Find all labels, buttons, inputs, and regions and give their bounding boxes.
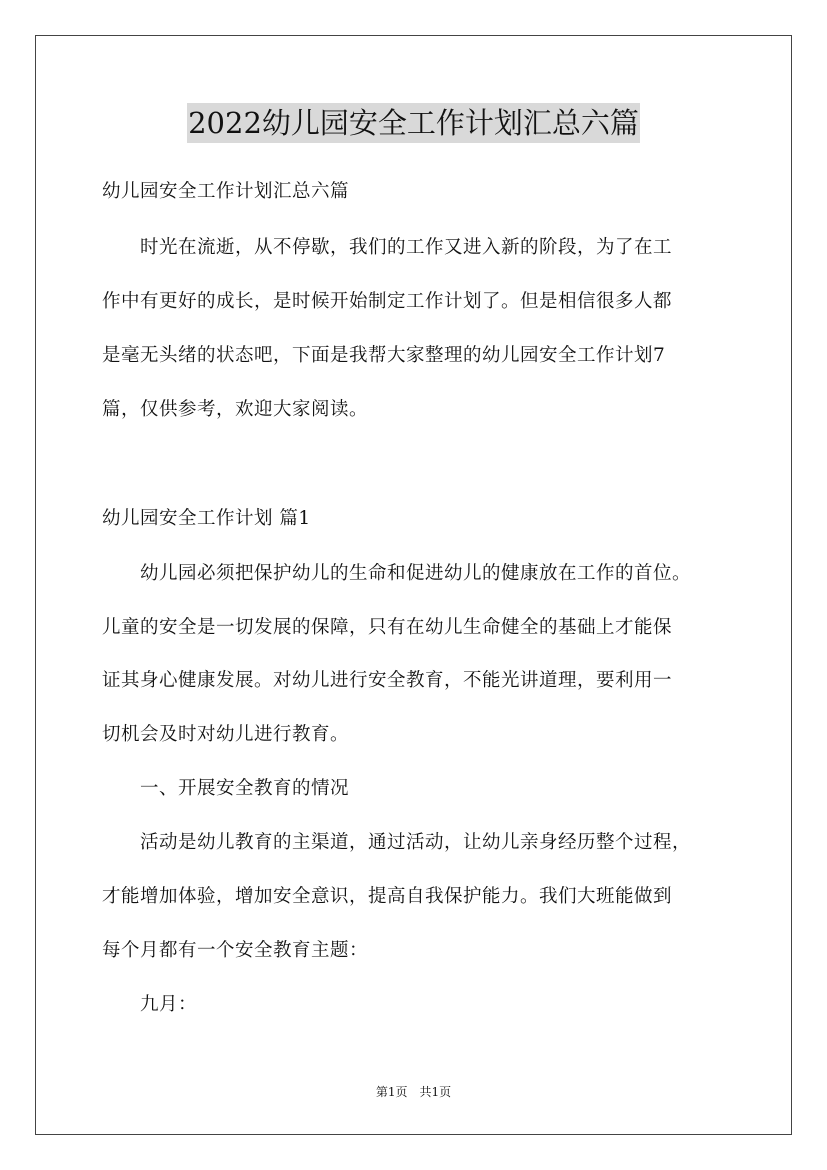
paragraph-line: 时光在流逝，从不停歇，我们的工作又进入新的阶段，为了在工	[102, 237, 673, 258]
paragraph-line: 切机会及时对幼儿进行教育。	[102, 724, 350, 745]
paragraph-line: 证其身心健康发展。对幼儿进行安全教育，不能光讲道理，要利用一	[102, 670, 673, 691]
paragraph-line: 儿童的安全是一切发展的保障，只有在幼儿生命健全的基础上才能保	[102, 617, 673, 638]
paragraph-line: 才能增加体验，增加安全意识，提高自我保护能力。我们大班能做到	[102, 886, 673, 907]
paragraph-line: 每个月都有一个安全教育主题：	[102, 940, 369, 961]
paragraph-line: 作中有更好的成长，是时候开始制定工作计划了。但是相信很多人都	[102, 291, 673, 312]
paragraph-line: 篇，仅供参考，欢迎大家阅读。	[102, 399, 369, 420]
paragraph-line: 活动是幼儿教育的主渠道，通过活动，让幼儿亲身经历整个过程，	[102, 832, 692, 853]
subsection-heading: 一、开展安全教育的情况	[102, 778, 350, 799]
subtitle-line: 幼儿园安全工作计划汇总六篇	[102, 181, 350, 202]
document-title: 2022幼儿园安全工作计划汇总六篇	[187, 103, 640, 143]
paragraph-line: 幼儿园必须把保护幼儿的生命和促进幼儿的健康放在工作的首位。	[102, 563, 692, 584]
section-heading: 幼儿园安全工作计划 篇1	[102, 508, 311, 529]
paragraph-line: 是毫无头绪的状态吧，下面是我帮大家整理的幼儿园安全工作计划7	[102, 345, 666, 366]
paragraph-line: 九月：	[102, 994, 198, 1015]
title-container	[0, 103, 827, 143]
page-footer: 第1页 共1页	[375, 1085, 452, 1099]
